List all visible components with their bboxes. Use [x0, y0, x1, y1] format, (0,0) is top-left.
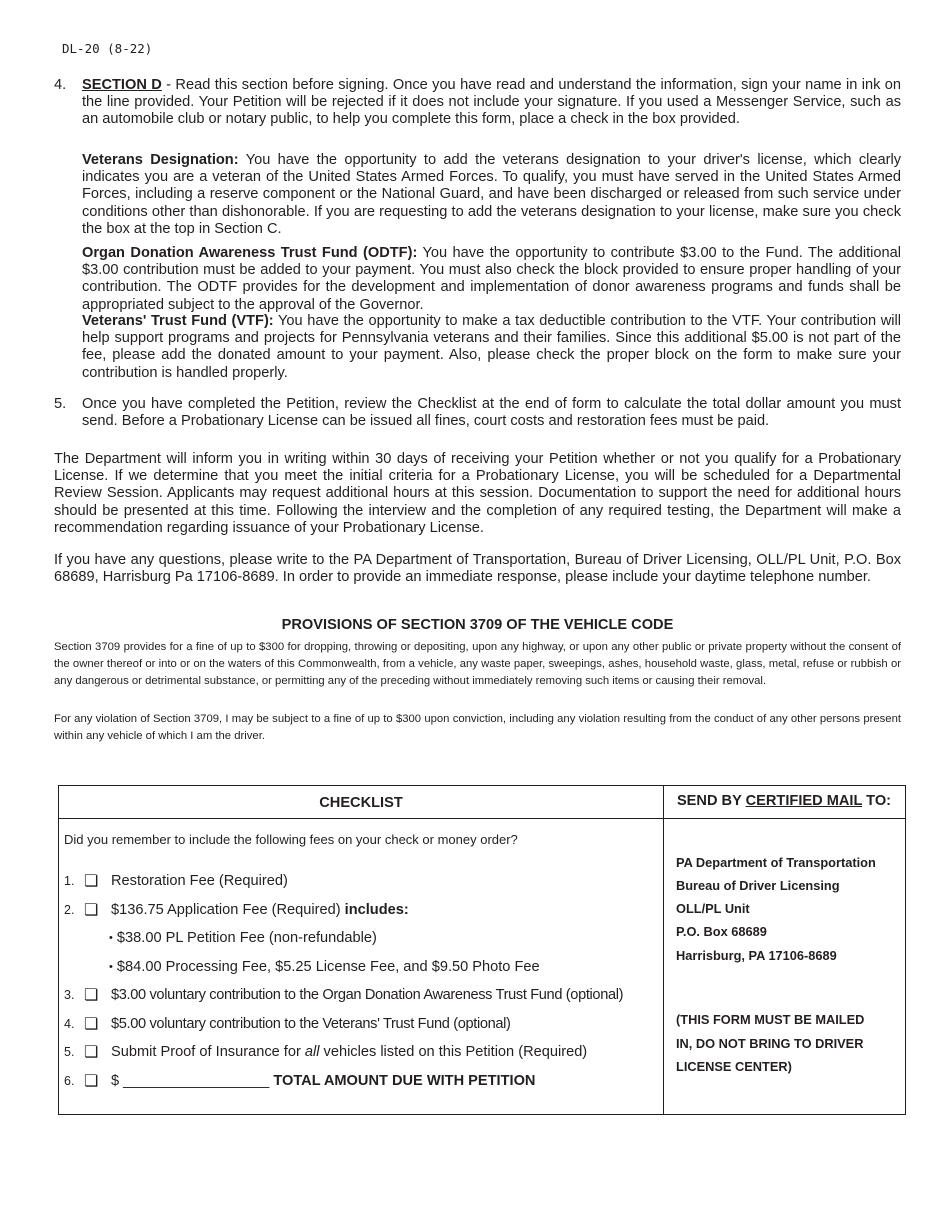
insurance-text-a: Submit Proof of Insurance for [111, 1044, 305, 1060]
questions-paragraph: If you have any questions, please write to the PA Department of Transportation, Bureau of Driver Licensing, OLL/PL Unit, P.O. Box 68689, Harrisburg Pa 17106-8689. In order to provide an immediate response, please include your daytime telephone number. [54, 552, 901, 586]
mail-warning-line: IN, DO NOT BRING TO DRIVER [676, 1036, 864, 1051]
sub-item-text: $84.00 Processing Fee, $5.25 License Fee, and $9.50 Photo Fee [116, 959, 540, 975]
odtf-text: You have the opportunity to contribute $3.00 to the Fund. The additional $3.00 contribution must be added to your payment. You must also check the block provided to ensure proper handling of your contribution. The ODTF provides for the development and implementation of donor awareness programs and funds shall be appropriated subject to the approval of the Governor. [82, 245, 902, 313]
veterans-designation-label: Veterans Designation: [82, 152, 239, 168]
checklist-item-text [111, 1044, 587, 1060]
send-to-header [663, 793, 905, 809]
sub-item-text: $38.00 PL Petition Fee (non-refundable) [116, 930, 377, 946]
checklist-item-text: $3.00 voluntary contribution to the Organ Donation Awareness Trust Fund (optional) [111, 987, 624, 1003]
provisions-paragraph-2: For any violation of Section 3709, I may be subject to a fine of up to $300 upon conviction, including any violation resulting from the conduct of any other persons present within any vehicle of which I am the driver. [54, 713, 901, 743]
checklist-table [58, 785, 906, 1115]
includes-label: includes: [344, 902, 409, 918]
item4-number: 4. [54, 77, 67, 93]
odtf-paragraph [82, 245, 901, 314]
checklist-item-number: 3. [64, 988, 75, 1002]
checklist-header: CHECKLIST [319, 795, 403, 811]
bullet-icon: • [109, 961, 113, 973]
veterans-designation-text: You have the opportunity to add the veterans designation to your driver's license, which clearly indicates you are a veteran of the United States Armed Forces. To qualify, you must have served in the United States Armed Forces, including a reserve component or the National Guard, and have been discharged or released from such service under conditions other than dishonorable. If you are requesting to add the veterans designation to your license, make sure you check the box at the top in Section C. [82, 152, 902, 237]
total-amount-label: TOTAL AMOUNT DUE WITH PETITION [273, 1073, 536, 1089]
section-d-paragraph [82, 77, 901, 129]
address-line: PA Department of Transportation [676, 855, 876, 870]
vtf-text: You have the opportunity to make a tax deductible contribution to the VTF. Your contribution will help support programs and projects for Pennsylvania veterans and their families. Since this additional $5.00 is not part of the fee, please add the donated amount to your payment. Also, please check the proper block on the form to make sure your contribution is handled properly. [82, 313, 901, 381]
bullet-icon: • [109, 932, 113, 944]
vtf-label: Veterans' Trust Fund (VTF): [82, 313, 274, 329]
form-id: DL-20 (8-22) [62, 41, 153, 56]
address-line: Harrisburg, PA 17106-8689 [676, 948, 837, 963]
checkbox-icon[interactable]: ❏ [84, 987, 99, 1004]
checklist-item-number: 5. [64, 1045, 75, 1059]
checkbox-icon[interactable]: ❏ [84, 1016, 99, 1033]
veterans-designation-paragraph [82, 152, 901, 238]
send-to-header-prefix: SEND BY [676, 793, 746, 809]
department-paragraph: The Department will inform you in writing within 30 days of receiving your Petition whether or not you qualify for a Probationary License. If we determine that you meet the initial criteria for a Probationary License, you will be scheduled for a Departmental Review Session. Applicants may request additional hours at this session. Documentation to support the need for additional hours should be presented at this time. Following the interview and the completion of any required testing, the Department will make a recommendation regarding issuance of your Probationary License. [54, 451, 901, 536]
checklist-item-text [111, 1073, 535, 1089]
address-line: OLL/PL Unit [676, 901, 750, 916]
table-divider-horizontal [59, 818, 905, 819]
checkbox-icon[interactable]: ❏ [84, 902, 99, 919]
checklist-item-text: Restoration Fee (Required) [111, 873, 288, 889]
item5-number: 5. [54, 396, 67, 412]
sub-item [109, 959, 540, 975]
checklist-intro: Did you remember to include the following fees on your check or money order? [64, 832, 518, 847]
provisions-title: PROVISIONS OF SECTION 3709 OF THE VEHICLE CODE [281, 617, 674, 633]
application-fee-text: $136.75 Application Fee (Required) [111, 902, 345, 918]
checklist-item-text [111, 902, 409, 918]
section-d-text: - Read this section before signing. Once you have read and understand the information, sign your name in ink on the line provided. Your Petition will be rejected if it does not include your signature. If you used a Messenger Service, such as an automobile club or notary public, to help you complete this form, place a check in the box provided. [82, 77, 901, 128]
insurance-text-b: vehicles listed on this Petition (Required) [319, 1044, 588, 1060]
insurance-text-italic: all [304, 1044, 320, 1060]
certified-mail-label: CERTIFIED MAIL [745, 793, 863, 809]
total-amount-blank[interactable]: $ __________________ [111, 1073, 274, 1089]
checklist-item-text: $5.00 voluntary contribution to the Veterans' Trust Fund (optional) [111, 1016, 511, 1032]
mail-warning-line: (THIS FORM MUST BE MAILED [676, 1012, 865, 1027]
mail-warning-line: LICENSE CENTER) [676, 1059, 792, 1074]
send-to-header-suffix: TO: [862, 793, 892, 809]
checkbox-icon[interactable]: ❏ [84, 873, 99, 890]
checklist-item-number: 6. [64, 1074, 75, 1088]
address-line: P.O. Box 68689 [676, 924, 767, 939]
item5-text: Once you have completed the Petition, review the Checklist at the end of form to calculate the total dollar amount you must send. Before a Probationary License can be issued all fines, court costs and restoration fees must be paid. [82, 396, 901, 430]
section-d-title: SECTION D [82, 77, 162, 93]
sub-item [109, 930, 377, 946]
provisions-paragraph-1: Section 3709 provides for a fine of up to $300 for dropping, throwing or depositing, upon any highway, or upon any other public or private property without the consent of the owner thereof or into or on the waters of this Commonwealth, from a vehicle, any waste paper, sweepings, ashes, household waste, glass, metal, refuse or rubbish or any dangerous or detrimental substance, or permitting any of the preceding without immediately removing such items or causing their removal. [54, 641, 901, 688]
checkbox-icon[interactable]: ❏ [84, 1044, 99, 1061]
checklist-item-number: 4. [64, 1017, 75, 1031]
checklist-item-number: 2. [64, 903, 75, 917]
vtf-paragraph [82, 313, 901, 382]
table-divider-vertical [663, 786, 664, 1114]
checkbox-icon[interactable]: ❏ [84, 1073, 99, 1090]
address-line: Bureau of Driver Licensing [676, 878, 840, 893]
odtf-label: Organ Donation Awareness Trust Fund (ODTF): [82, 245, 418, 261]
checklist-item-number: 1. [64, 874, 75, 888]
